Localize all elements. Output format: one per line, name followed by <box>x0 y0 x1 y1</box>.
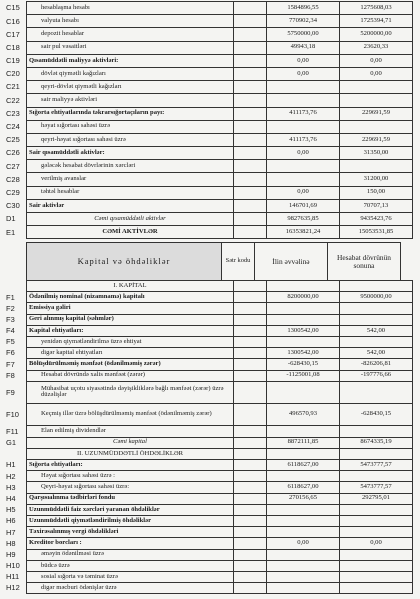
start-value <box>267 314 340 325</box>
row-label: Emissiya gəliri <box>27 303 234 314</box>
start-value <box>267 571 340 582</box>
row-code: G1 <box>6 438 17 447</box>
row-label: qeyri-həyat sığortası sahəsi üzrə <box>27 133 234 146</box>
row-code-cell <box>234 314 267 325</box>
end-value: 70707,13 <box>340 199 413 212</box>
row-code-cell <box>234 213 267 226</box>
table-row <box>4 515 413 526</box>
table-row <box>4 314 413 325</box>
row-code: E1 <box>6 227 16 237</box>
row-code-cell <box>234 173 267 186</box>
row-label: Geri alınmış kapital (səhmlər) <box>27 314 234 325</box>
end-value <box>340 281 413 292</box>
row-label: Cəmi qısamüddətli aktivlər <box>27 213 234 226</box>
table-row <box>4 560 413 571</box>
row-label: büdcə üzrə <box>27 560 234 571</box>
row-label: Ödənilmiş nominal (nizamnamə) kapitalı <box>27 292 234 303</box>
end-value <box>340 583 413 594</box>
start-value <box>267 426 340 437</box>
row-code: C22 <box>6 95 20 105</box>
start-value <box>267 303 340 314</box>
row-code-cell <box>234 504 267 515</box>
end-value <box>340 471 413 482</box>
table-row <box>4 370 413 381</box>
start-value: 16353821,24 <box>267 226 340 239</box>
row-label: Qısamüddətli maliyyə aktivləri: <box>27 54 234 67</box>
start-column-header: İlin əvvəlinə <box>255 243 328 281</box>
row-code-cell <box>234 133 267 146</box>
row-label: Qarşısıalınma tədbirləri fondu <box>27 493 234 504</box>
row-code-cell <box>234 437 267 448</box>
row-code: C26 <box>6 148 20 158</box>
end-value: 292795,01 <box>340 493 413 504</box>
table-row <box>4 226 413 239</box>
row-label: yenidən qiymətləndirilmə üzrə ehtiyat <box>27 336 234 347</box>
table-row <box>4 426 413 437</box>
row-label: Kapital ehtiyatları: <box>27 325 234 336</box>
end-value <box>340 160 413 173</box>
table-row <box>4 583 413 594</box>
row-code-cell <box>234 482 267 493</box>
table-row <box>4 504 413 515</box>
end-value <box>340 94 413 107</box>
table-row <box>4 303 413 314</box>
row-code: C15 <box>6 3 20 13</box>
row-code-cell <box>234 186 267 199</box>
row-code-cell <box>234 549 267 560</box>
row-code: H11 <box>6 572 20 582</box>
end-value: 9500000,00 <box>340 292 413 303</box>
table-row <box>4 538 413 549</box>
table-row <box>4 28 413 41</box>
end-value: 31200,00 <box>340 173 413 186</box>
row-code-cell <box>234 527 267 538</box>
table-row <box>4 482 413 493</box>
start-value: 6118627,00 <box>267 460 340 471</box>
start-value <box>267 173 340 186</box>
end-value: 31350,00 <box>340 147 413 160</box>
start-value <box>267 471 340 482</box>
row-label: Bölüşdürülməmiş mənfəət (ödənilməmiş zərər) <box>27 359 234 370</box>
end-value: 9435423,76 <box>340 213 413 226</box>
row-code: C18 <box>6 42 20 52</box>
row-label: Keçmiş illər üzrə bölüşdürülməmiş mənfəət (ödənilməmiş zərər) <box>27 404 234 426</box>
table-row <box>4 81 413 94</box>
end-value <box>340 515 413 526</box>
end-value: 150,00 <box>340 186 413 199</box>
row-label: verilmiş avanslar <box>27 173 234 186</box>
start-value: 146701,69 <box>267 199 340 212</box>
row-label: sair pul vəsaitləri <box>27 41 234 54</box>
row-code-cell <box>234 147 267 160</box>
row-code-cell <box>234 199 267 212</box>
row-code: C28 <box>6 174 20 184</box>
start-value <box>267 549 340 560</box>
table-row <box>4 94 413 107</box>
start-value: 5750000,00 <box>267 28 340 41</box>
row-label: Mühasibat uçotu siyasətində dəyişikliklərə bağlı mənfəət (zərər) üzrə düzəlişlər <box>27 381 234 403</box>
row-label: digər kapital ehtiyatları <box>27 348 234 359</box>
end-value: 5200000,00 <box>340 28 413 41</box>
row-code: F7 <box>6 359 15 369</box>
row-label: sosial sığorta və təminat üzrə <box>27 571 234 582</box>
end-value: 0,00 <box>340 54 413 67</box>
end-value: 1275608,03 <box>340 2 413 15</box>
row-label: Elan edilmiş dividendlər <box>27 426 234 437</box>
end-value <box>340 560 413 571</box>
section-title: Kapital və öhdəliklər <box>27 243 222 281</box>
row-label: hesablaşma hesabı <box>27 2 234 15</box>
row-code-cell <box>234 336 267 347</box>
row-code: F10 <box>6 410 19 420</box>
start-value: 496570,93 <box>267 404 340 426</box>
row-code-cell <box>234 303 267 314</box>
start-value <box>267 160 340 173</box>
end-value <box>340 426 413 437</box>
end-value: 229691,59 <box>340 133 413 146</box>
row-label: Təxirəsalınmış vergi öhdəlikləri <box>27 527 234 538</box>
end-column-header: Hesabat dövrünün sonuna <box>328 243 401 281</box>
table-row <box>4 460 413 471</box>
start-value <box>267 515 340 526</box>
row-label: Hesabat dövründə xalis mənfəət (zərər) <box>27 370 234 381</box>
row-code-cell <box>234 359 267 370</box>
end-value <box>340 549 413 560</box>
row-code-cell <box>234 107 267 120</box>
row-code: C25 <box>6 135 20 145</box>
row-code-cell <box>234 15 267 28</box>
start-value: 6118627,00 <box>267 482 340 493</box>
row-code-cell <box>234 493 267 504</box>
liabilities-table <box>4 280 413 594</box>
row-label: Sığorta ehtiyatları: <box>27 460 234 471</box>
row-label: Kreditor borcları : <box>27 538 234 549</box>
end-value: -826206,81 <box>340 359 413 370</box>
start-value <box>267 560 340 571</box>
table-row <box>4 437 413 448</box>
table-row <box>4 173 413 186</box>
table-row <box>4 54 413 67</box>
row-code-cell <box>234 571 267 582</box>
row-code: H12 <box>6 583 20 593</box>
row-code <box>4 448 27 459</box>
table-row <box>4 199 413 212</box>
start-value: 9827635,85 <box>267 213 340 226</box>
row-code <box>4 281 27 292</box>
row-label: Uzunmüddətli qiymətləndirilmiş öhdəliklər <box>27 515 234 526</box>
row-code: C30 <box>6 201 20 211</box>
end-value: -628430,15 <box>340 404 413 426</box>
row-code-cell <box>234 348 267 359</box>
row-label: II. UZUNMÜDDƏTLİ ÖHDƏLİKLƏR <box>27 448 234 459</box>
start-value: 1300542,00 <box>267 325 340 336</box>
start-value: 0,00 <box>267 67 340 80</box>
end-value <box>340 314 413 325</box>
row-code: F2 <box>6 303 15 313</box>
row-code: F5 <box>6 337 15 347</box>
row-code-cell <box>234 94 267 107</box>
row-code: C23 <box>6 108 20 118</box>
row-code-cell <box>234 41 267 54</box>
start-value: 1300542,00 <box>267 348 340 359</box>
end-value: 542,00 <box>340 348 413 359</box>
row-code-cell <box>234 471 267 482</box>
table-row <box>4 325 413 336</box>
start-value: 270156,65 <box>267 493 340 504</box>
start-value: 411173,76 <box>267 133 340 146</box>
row-code: F9 <box>6 387 15 397</box>
row-code-cell <box>234 2 267 15</box>
start-value: 0,00 <box>267 147 340 160</box>
table-row <box>4 549 413 560</box>
liabilities-header <box>4 242 401 281</box>
row-label: dövlət qiymətli kağızları <box>27 67 234 80</box>
row-code: H8 <box>6 538 16 548</box>
end-value: 23620,33 <box>340 41 413 54</box>
end-value <box>340 336 413 347</box>
row-code: H1 <box>6 460 16 470</box>
row-code: F8 <box>6 370 15 380</box>
row-label: CƏMİ AKTİVLƏR <box>27 226 234 239</box>
start-value: 1584896,55 <box>267 2 340 15</box>
row-code: F4 <box>6 326 15 336</box>
start-value <box>267 81 340 94</box>
table-row <box>4 527 413 538</box>
table-row <box>4 120 413 133</box>
row-code: H5 <box>6 505 16 515</box>
end-value <box>340 381 413 403</box>
table-row <box>4 160 413 173</box>
row-code: C27 <box>6 161 20 171</box>
table-row <box>4 493 413 504</box>
start-value <box>267 381 340 403</box>
row-code: C24 <box>6 122 20 132</box>
row-label: digər məcburi ödənişlər üzrə <box>27 583 234 594</box>
table-row <box>4 292 413 303</box>
start-value: 8872111,85 <box>267 437 340 448</box>
row-label: gələcək hesabat dövrlərinin xərcləri <box>27 160 234 173</box>
row-code: C16 <box>6 16 20 26</box>
row-code: F3 <box>6 314 15 324</box>
row-code: C21 <box>6 82 20 92</box>
table-row <box>4 348 413 359</box>
row-label: depozit hesablar <box>27 28 234 41</box>
start-value: 411173,76 <box>267 107 340 120</box>
row-label: təhtəl hesablar <box>27 186 234 199</box>
table-row <box>4 359 413 370</box>
row-code: C20 <box>6 69 20 79</box>
start-value <box>267 281 340 292</box>
table-row <box>4 336 413 347</box>
end-value: 542,00 <box>340 325 413 336</box>
row-code: H2 <box>6 471 16 481</box>
row-code-cell <box>234 120 267 133</box>
row-code: H10 <box>6 561 20 571</box>
row-code-cell <box>234 381 267 403</box>
row-code-cell <box>234 281 267 292</box>
start-value <box>267 336 340 347</box>
table-row <box>4 2 413 15</box>
end-value <box>340 120 413 133</box>
row-label: Cəmi kapital <box>27 437 234 448</box>
row-code-cell <box>234 538 267 549</box>
end-value <box>340 81 413 94</box>
row-code-cell <box>234 226 267 239</box>
end-value: 15053531,85 <box>340 226 413 239</box>
table-row <box>4 571 413 582</box>
start-value: -1125001,08 <box>267 370 340 381</box>
row-code-cell <box>234 426 267 437</box>
end-value: -197776,66 <box>340 370 413 381</box>
end-value <box>340 571 413 582</box>
end-value: 0,00 <box>340 538 413 549</box>
row-label: Qeyri-həyat sığortası sahəsi üzrə: <box>27 482 234 493</box>
table-row <box>4 186 413 199</box>
start-value <box>267 583 340 594</box>
row-code: F1 <box>6 292 15 302</box>
row-label: qeyri-dövlət qiymətli kağızları <box>27 81 234 94</box>
start-value: 0,00 <box>267 538 340 549</box>
start-value: -628430,15 <box>267 359 340 370</box>
table-row <box>4 448 413 459</box>
row-code-cell <box>234 404 267 426</box>
table-row <box>4 41 413 54</box>
table-row <box>4 147 413 160</box>
start-value <box>267 504 340 515</box>
table-row <box>4 107 413 120</box>
table-row <box>4 67 413 80</box>
row-code: H9 <box>6 549 16 559</box>
end-value <box>340 303 413 314</box>
table-row <box>4 133 413 146</box>
start-value <box>267 527 340 538</box>
row-code-cell <box>234 54 267 67</box>
start-value: 770902,34 <box>267 15 340 28</box>
row-code: F11 <box>6 426 19 436</box>
row-code-cell <box>234 160 267 173</box>
start-value: 0,00 <box>267 54 340 67</box>
end-value: 8674335,19 <box>340 437 413 448</box>
start-value: 0,00 <box>267 186 340 199</box>
row-code: H7 <box>6 527 16 537</box>
row-code-cell <box>234 67 267 80</box>
row-code: C19 <box>6 56 20 66</box>
row-code-cell <box>234 81 267 94</box>
row-code-cell <box>234 292 267 303</box>
row-code-cell <box>234 448 267 459</box>
start-value: 49943,18 <box>267 41 340 54</box>
end-value <box>340 527 413 538</box>
row-label: Sığorta ehtiyatlarında təkrarsığortaçıların payı: <box>27 107 234 120</box>
row-label: Uzunmüddətli faiz xərcləri yaranan öhdəliklər <box>27 504 234 515</box>
table-row <box>4 281 413 292</box>
row-code: H6 <box>6 516 16 526</box>
row-code-cell <box>234 460 267 471</box>
row-label: Sair aktivlər <box>27 199 234 212</box>
row-code: F6 <box>6 348 15 358</box>
row-label: həyat sığortası sahəsi üzrə <box>27 120 234 133</box>
table-row <box>4 471 413 482</box>
start-value: 8200000,00 <box>267 292 340 303</box>
code-column-header: Sətr kodu <box>222 243 255 281</box>
row-code-cell <box>234 28 267 41</box>
row-label: valyuta hesabı <box>27 15 234 28</box>
end-value <box>340 504 413 515</box>
row-label: I. KAPİTAL <box>27 281 234 292</box>
end-value: 1725394,71 <box>340 15 413 28</box>
table-row <box>4 404 413 426</box>
row-code-cell <box>234 370 267 381</box>
end-value: 5473777,57 <box>340 482 413 493</box>
end-value: 5473777,57 <box>340 460 413 471</box>
end-value: 229691,59 <box>340 107 413 120</box>
row-label: əməyin ödənilməsi üzrə <box>27 549 234 560</box>
row-code-cell <box>234 560 267 571</box>
start-value <box>267 448 340 459</box>
assets-table <box>4 1 413 239</box>
row-code: H3 <box>6 482 16 492</box>
end-value: 0,00 <box>340 67 413 80</box>
row-code-cell <box>234 325 267 336</box>
row-label: sair maliyyə aktivləri <box>27 94 234 107</box>
start-value <box>267 120 340 133</box>
row-code: D1 <box>6 214 16 224</box>
row-label: Sair qısamüddətli aktivlər: <box>27 147 234 160</box>
table-row <box>4 15 413 28</box>
row-code-cell <box>234 583 267 594</box>
row-code-cell <box>234 515 267 526</box>
table-row <box>4 381 413 403</box>
row-code: C29 <box>6 187 20 197</box>
start-value <box>267 94 340 107</box>
row-label: Həyat sığortası sahəsi üzrə : <box>27 471 234 482</box>
row-code: C17 <box>6 29 20 39</box>
row-code: H4 <box>6 493 16 503</box>
table-row <box>4 213 413 226</box>
end-value <box>340 448 413 459</box>
